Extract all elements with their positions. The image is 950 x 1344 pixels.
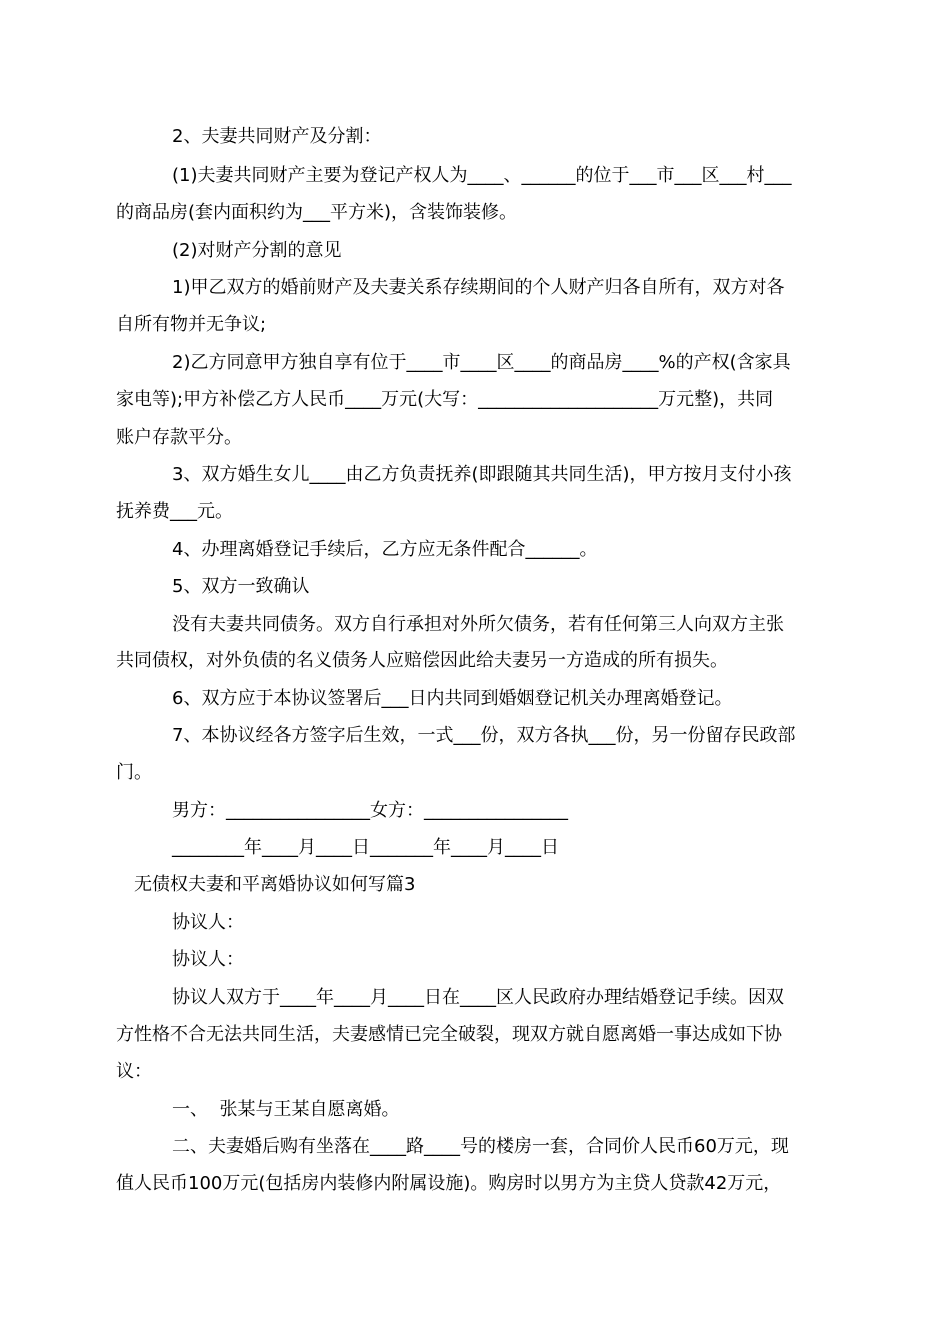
paragraph-line: 账户存款平分。 [116,427,242,448]
paragraph-line: 自所有物并无争议; [116,314,267,335]
paragraph-line: (1)夫妻共同财产主要为登记产权人为____、______的位于___市___区___村___ [172,165,792,186]
section-heading-property: 2、夫妻共同财产及分割： [172,126,382,147]
section-title: 无债权夫妻和平离婚协议如何写篇3 [134,874,416,895]
paragraph-line: 5、双方一致确认 [172,576,310,597]
paragraph-line: 议： [116,1061,152,1082]
signature-line: 男方：________________女方：________________ [172,800,568,821]
paragraph-line: 2)乙方同意甲方独自享有位于____市____区____的商品房____%的产权(含家具 [172,352,791,373]
paragraph-line: 4、办理离婚登记手续后，乙方应无条件配合______。 [172,539,598,560]
paragraph-line: 的商品房(套内面积约为___平方米)，含装饰装修。 [116,202,518,223]
paragraph-line: 一、 张某与王某自愿离婚。 [172,1099,400,1120]
date-line: ________年____月____日_______年____月____日 [172,837,559,858]
paragraph-line: 抚养费___元。 [116,501,233,522]
paragraph-line: (2)对财产分割的意见 [172,240,342,261]
party-label: 协议人： [172,949,244,970]
paragraph-line: 家电等);甲方补偿乙方人民币____万元(大写：____________________万元整)，共同 [116,389,774,410]
paragraph-line: 二、夫妻婚后购有坐落在____路____号的楼房一套，合同价人民币60万元，现 [172,1136,789,1157]
party-label: 协议人： [172,912,244,933]
paragraph-line: 共同债权，对外负债的名义债务人应赔偿因此给夫妻另一方造成的所有损失。 [116,650,728,671]
paragraph-line: 6、双方应于本协议签署后___日内共同到婚姻登记机关办理离婚登记。 [172,688,733,709]
paragraph-line: 门。 [116,762,152,783]
paragraph-line: 方性格不合无法共同生活，夫妻感情已完全破裂，现双方就自愿离婚一事达成如下协 [116,1024,782,1045]
paragraph-line: 3、双方婚生女儿____由乙方负责抚养(即跟随其共同生活)，甲方按月支付小孩 [172,464,792,485]
paragraph-line: 7、本协议经各方签字后生效，一式___份，双方各执___份，另一份留存民政部 [172,725,796,746]
paragraph-line: 没有夫妻共同债务。双方自行承担对外所欠债务，若有任何第三人向双方主张 [172,614,784,635]
paragraph-line: 值人民币100万元(包括房内装修内附属设施)。购房时以男方为主贷人贷款42万元， [116,1173,782,1194]
paragraph-line: 1)甲乙双方的婚前财产及夫妻关系存续期间的个人财产归各自所有，双方对各 [172,277,785,298]
paragraph-line: 协议人双方于____年____月____日在____区人民政府办理结婚登记手续。因双 [172,987,784,1008]
